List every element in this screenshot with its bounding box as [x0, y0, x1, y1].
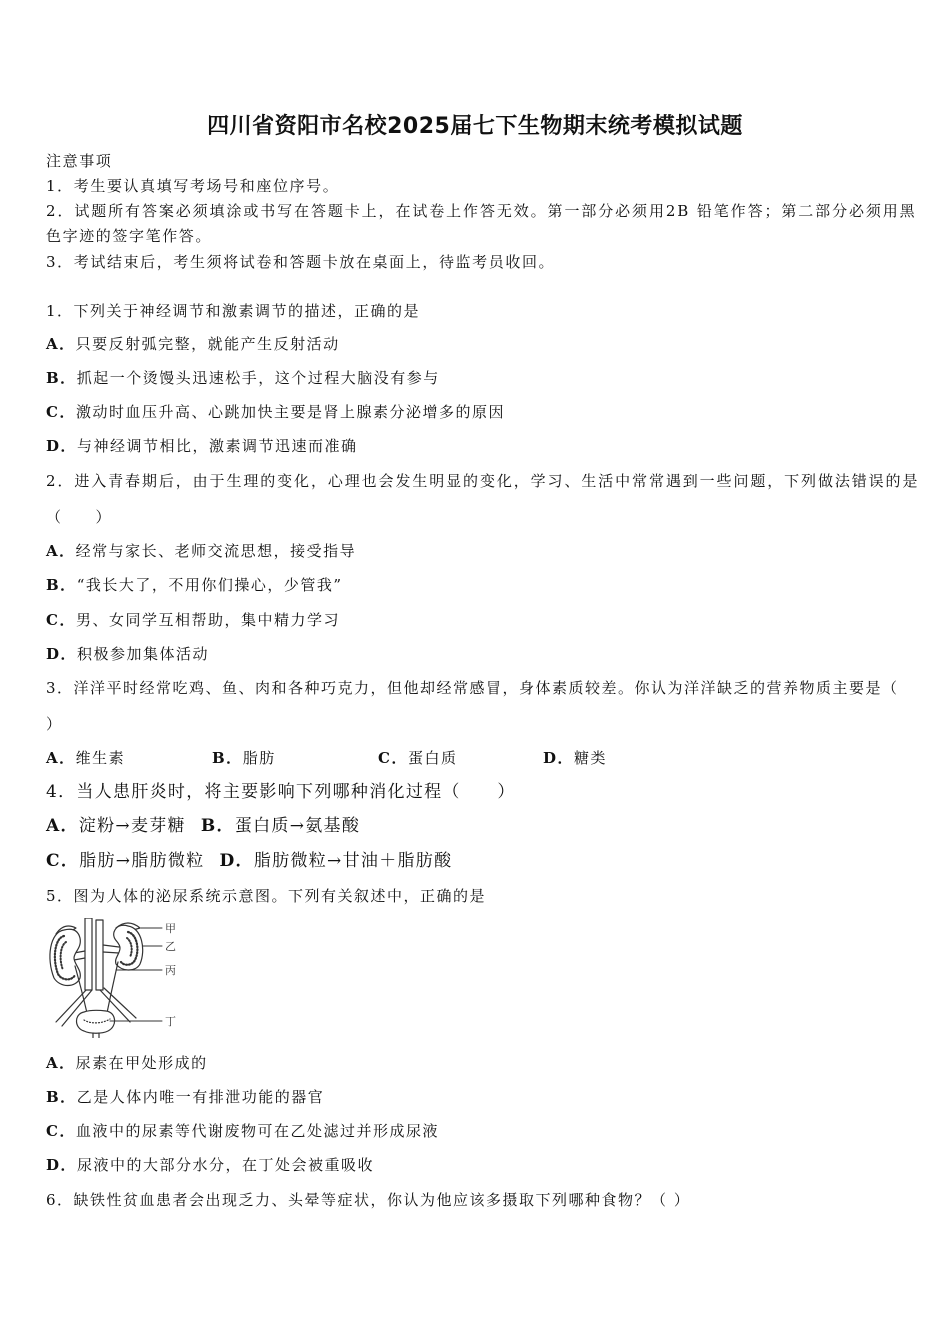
- option-label: B．: [46, 576, 77, 594]
- option-text: 乙是人体内唯一有排泄功能的器官: [76, 1088, 325, 1106]
- option-label: B．: [46, 1088, 77, 1106]
- question-6-stem: 6．缺铁性贫血患者会出现乏力、头晕等症状，你认为他应该多摄取下列哪种食物？（ ）: [46, 1191, 691, 1209]
- question-5-stem: 5．图为人体的泌尿系统示意图。下列有关叙述中，正确的是: [46, 887, 487, 905]
- question-3-stem: 3．洋洋平时经常吃鸡、鱼、肉和各种巧克力，但他却经常感冒，身体素质较差。你认为洋洋缺乏的营养物质主要是（: [46, 679, 899, 697]
- question-1-option-a: [46, 334, 340, 354]
- option-label: B．: [200, 816, 235, 836]
- notice-line: 3．考试结束后，考生须将试卷和答题卡放在桌面上，待监考员收回。: [46, 253, 556, 271]
- option-label: C．: [46, 403, 76, 421]
- option-label: D．: [46, 1156, 78, 1174]
- notice-line: 色字迹的签字笔作答。: [46, 227, 213, 245]
- option-text: 蛋白质: [407, 749, 458, 767]
- option-label: A．: [46, 335, 76, 353]
- question-5-option-d: [46, 1155, 374, 1175]
- vena-cava: [85, 918, 92, 990]
- bladder: [77, 1010, 115, 1033]
- option-label: D．: [46, 645, 78, 663]
- urinary-system-figure: [44, 918, 184, 1038]
- option-label: A．: [46, 542, 76, 560]
- option-text: 经常与家长、老师交流思想，接受指导: [75, 542, 357, 560]
- figure-label-yi: 乙: [165, 940, 176, 953]
- notice-heading: 注意事项: [46, 152, 113, 170]
- question-5-option-b: [46, 1087, 324, 1107]
- question-4-option-a: [46, 816, 186, 836]
- option-label: A．: [46, 1054, 76, 1072]
- option-text: 抓起一个烫馒头迅速松手，这个过程大脑没有参与: [76, 369, 440, 387]
- option-label: D．: [46, 437, 78, 455]
- option-label: A．: [46, 816, 79, 836]
- notice-line: 2．试题所有答案必须填涂或书写在答题卡上，在试卷上作答无效。第一部分必须用2B 铅笔作答；第二部分必须用黑: [46, 202, 917, 220]
- option-text: 激动时血压升高、心跳加快主要是肾上腺素分泌增多的原因: [75, 403, 505, 421]
- option-text: “我长大了，不用你们操心，少管我”: [76, 576, 343, 594]
- figure-label-ding: 丁: [165, 1015, 176, 1028]
- option-label: C．: [46, 611, 76, 629]
- question-4-options-row-1: [46, 815, 360, 837]
- question-4-option-b: [201, 816, 360, 836]
- question-2-option-b: [46, 575, 343, 595]
- option-text: 维生素: [75, 749, 126, 767]
- option-text: 尿素在甲处形成的: [75, 1054, 208, 1072]
- option-label: D．: [219, 851, 254, 871]
- option-text: 淀粉→麦芽糖: [78, 816, 186, 836]
- option-text: 糖类: [574, 749, 608, 767]
- question-3-option-a: [46, 748, 125, 768]
- question-3-option-c: [378, 748, 457, 768]
- question-3-option-b: [212, 748, 276, 768]
- option-text: 男、女同学互相帮助，集中精力学习: [75, 611, 340, 629]
- question-4-option-d: [220, 851, 453, 871]
- option-label: C．: [378, 749, 408, 767]
- question-2-stem: 2．进入青春期后，由于生理的变化，心理也会发生明显的变化，学习、生活中常常遇到一些问题，下列做法错误的是: [46, 472, 920, 490]
- exam-title: 四川省资阳市名校2025届七下生物期末统考模拟试题: [207, 114, 743, 139]
- notice-line: 1．考生要认真填写考场号和座位序号。: [46, 177, 340, 195]
- option-label: C．: [46, 1122, 76, 1140]
- figure-label-jia: 甲: [165, 922, 176, 935]
- question-2-option-a: [46, 541, 356, 561]
- option-text: 脂肪微粒→甘油＋脂肪酸: [253, 851, 453, 871]
- option-text: 尿液中的大部分水分，在丁处会被重吸收: [77, 1156, 375, 1174]
- question-2-stem-blank: （ ）: [46, 508, 113, 526]
- question-5-option-a: [46, 1053, 208, 1073]
- option-text: 脂肪→脂肪微粒: [79, 851, 205, 871]
- question-3-stem-close: ）: [46, 715, 63, 733]
- right-renal-vessels: [103, 945, 119, 953]
- option-label: B．: [212, 749, 243, 767]
- option-text: 蛋白质→氨基酸: [234, 816, 361, 836]
- question-5-option-c: [46, 1121, 439, 1141]
- aorta: [96, 920, 103, 990]
- figure-label-bing: 丙: [165, 964, 176, 977]
- option-text: 脂肪: [242, 749, 276, 767]
- question-4-option-c: [46, 851, 205, 871]
- option-text: 积极参加集体活动: [77, 645, 210, 663]
- option-label: A．: [46, 749, 76, 767]
- question-4-options-row-2: [46, 850, 452, 872]
- question-4-stem: 4．当人患肝炎时，将主要影响下列哪种消化过程（ ）: [46, 782, 516, 802]
- option-label: B．: [46, 369, 77, 387]
- option-label: C．: [46, 851, 80, 871]
- question-2-option-c: [46, 610, 340, 630]
- option-text: 血液中的尿素等代谢废物可在乙处滤过并形成尿液: [75, 1122, 439, 1140]
- question-1-option-b: [46, 368, 440, 388]
- question-3-option-d: [543, 748, 607, 768]
- option-text: 与神经调节相比，激素调节迅速而准确: [77, 437, 358, 455]
- question-1-stem: 1．下列关于神经调节和激素调节的描述，正确的是: [46, 302, 421, 320]
- question-1-option-c: [46, 402, 505, 422]
- option-label: D．: [543, 749, 575, 767]
- question-2-option-d: [46, 644, 209, 664]
- option-text: 只要反射弧完整，就能产生反射活动: [75, 335, 340, 353]
- question-1-option-d: [46, 436, 358, 456]
